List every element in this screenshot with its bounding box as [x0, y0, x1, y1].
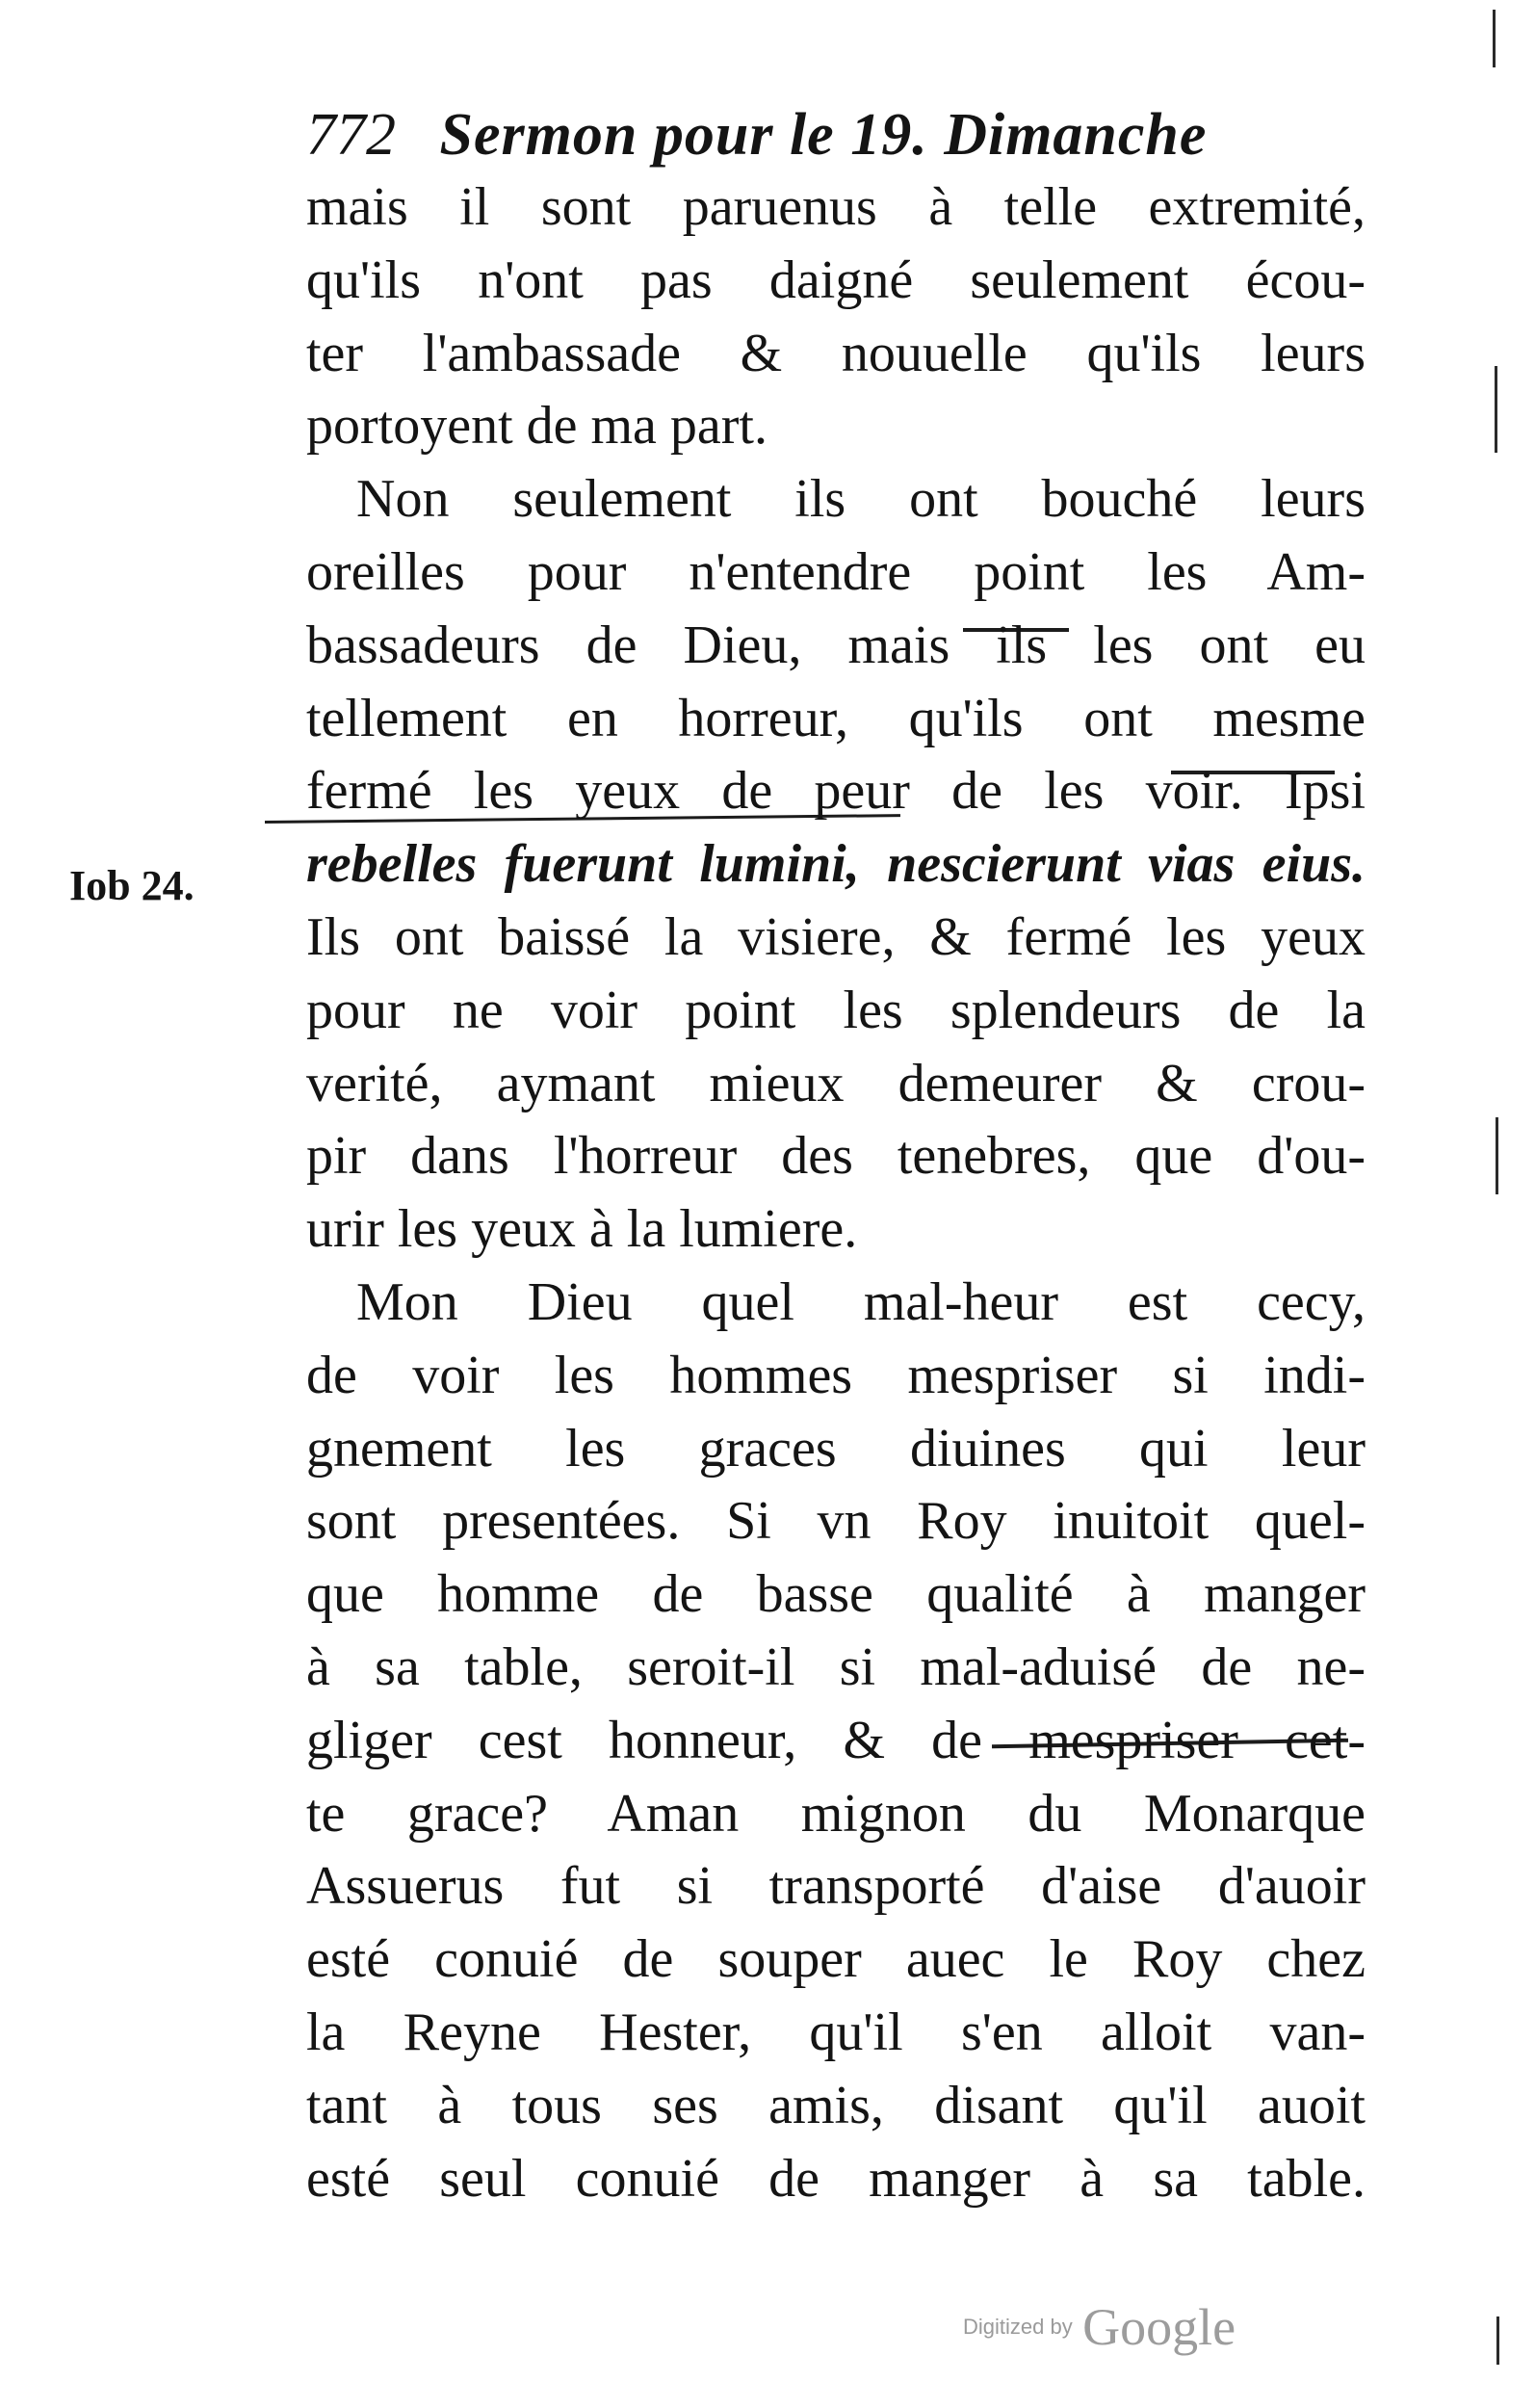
digitized-watermark [963, 2297, 1348, 2355]
text-line: Ils ont baissé la visiere, & fermé les yeux [306, 906, 1366, 967]
running-title: Sermon pour le 19. Dimanche [439, 102, 1208, 168]
text-line: Non seulement ils ont bouché leurs [356, 469, 1366, 530]
text-line: bassadeurs de Dieu, mais ils les ont eu [306, 615, 1366, 675]
page-number: 772 [306, 102, 396, 168]
page-header [306, 96, 1366, 173]
text-line: oreilles pour n'entendre point les Am- [306, 541, 1366, 602]
page-edge-mark [1496, 2316, 1499, 2365]
page-edge-mark [1496, 1117, 1498, 1194]
text-line: esté conuié de souper auec le Roy chez [306, 1929, 1366, 1990]
text-line: gnement les graces diuines qui leur [306, 1418, 1366, 1479]
margin-note: Iob 24. [69, 862, 195, 909]
body-text [306, 171, 1366, 2215]
text-line: pour ne voir point les splendeurs de la [306, 980, 1366, 1040]
text-line: à sa table, seroit-il si mal-aduisé de ne- [306, 1636, 1366, 1697]
page-edge-mark [1495, 366, 1497, 453]
google-logo: Google [1082, 2298, 1236, 2356]
text-line: la Reyne Hester, qu'il s'en alloit van- [306, 2002, 1366, 2062]
latin-quote-line: rebelles fuerunt lumini, nescierunt vias eius. [306, 834, 1366, 895]
text-line: Assuerus fut si transporté d'aise d'auoir [306, 1856, 1366, 1917]
text-line: Mon Dieu quel mal-heur est cecy, [356, 1271, 1366, 1332]
page-edge-mark [1493, 10, 1496, 67]
text-line: te grace? Aman mignon du Monarque [306, 1783, 1366, 1844]
text-line: tellement en horreur, qu'ils ont mesme [306, 688, 1366, 748]
text-line: sont presentées. Si vn Roy inuitoit quel- [306, 1491, 1366, 1552]
text-line: fermé les yeux de peur de les voir. Ipsi [306, 761, 1366, 822]
text-line: esté seul conuié de manger à sa table. [306, 2148, 1366, 2209]
text-line: urir les yeux à la lumiere. [306, 1199, 858, 1260]
text-line: qu'ils n'ont pas daigné seulement écou- [306, 249, 1366, 310]
text-line: verité, aymant mieux demeurer & crou- [306, 1053, 1366, 1113]
text-line: portoyent de ma part. [306, 396, 768, 457]
text-line: ter l'ambassade & nouuelle qu'ils leurs [306, 323, 1366, 383]
text-line: que homme de basse qualité à manger [306, 1564, 1366, 1625]
text-line: de voir les hommes mespriser si indi- [306, 1345, 1366, 1405]
text-line: tant à tous ses amis, disant qu'il auoit [306, 2075, 1366, 2135]
watermark-prefix: Digitized by [963, 2315, 1073, 2339]
text-line: pir dans l'horreur des tenebres, que d'ou- [306, 1126, 1366, 1187]
text-line: mais il sont paruenus à telle extremité, [306, 177, 1366, 237]
text-line: gliger cest honneur, & de mespriser cet- [306, 1710, 1366, 1770]
